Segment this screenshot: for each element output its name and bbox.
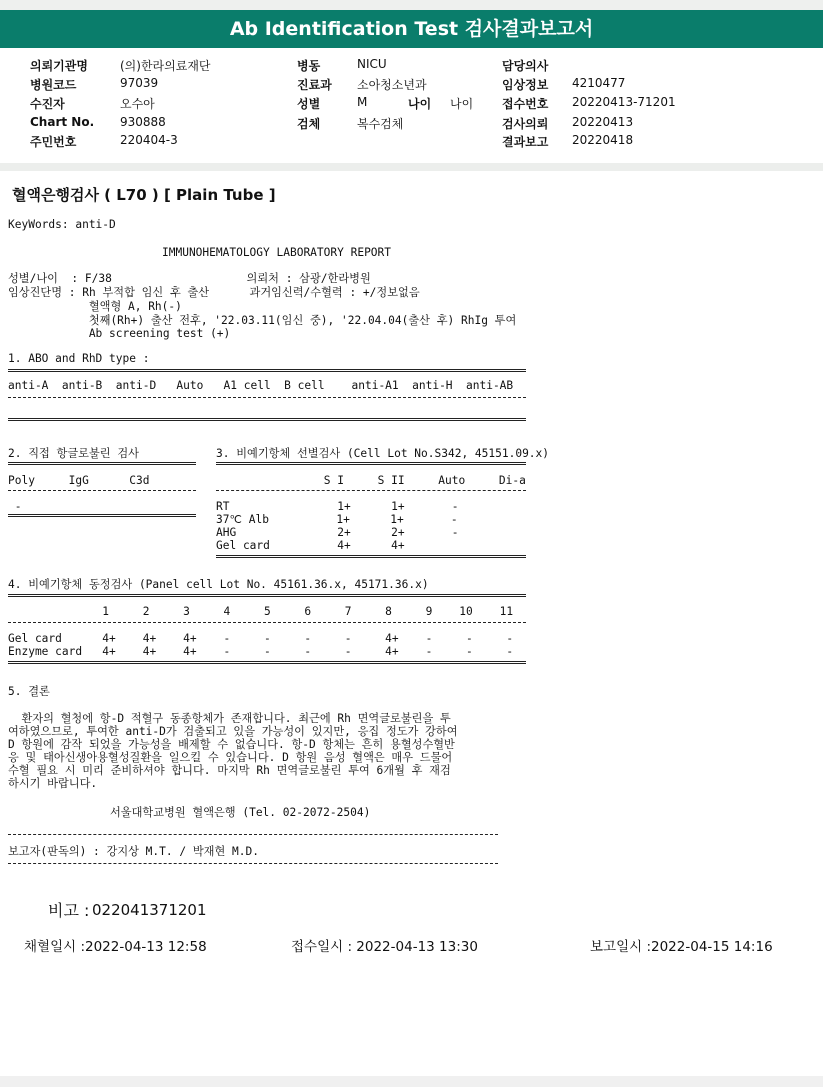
value-hospital-code: 97039 (120, 76, 159, 90)
info-line-2: 임상진단명 : Rh 부적합 임신 후 출산 과거임신력/수혈력 : +/정보없음 (8, 286, 420, 299)
label-sex: 성별 (297, 97, 321, 111)
screening-row-gel: Gel card 4+ 4+ (216, 539, 405, 552)
lab-report-title: IMMUNOHEMATOLOGY LABORATORY REPORT (162, 246, 392, 259)
panel-row-enzyme: Enzyme card 4+ 4+ 4+ - - - - 4+ - - - (8, 645, 514, 658)
keywords: KeyWords: anti-D (8, 218, 116, 231)
note-label: 비고 : (48, 901, 90, 920)
screening-row-rt: RT 1+ 1+ - (216, 500, 459, 513)
patient-header (0, 50, 823, 160)
conclusion-line-4: 응 및 태아신생아용혈성질환을 일으킬 수 있습니다. D 항원 음성 혈액은 매우 드물어 (8, 751, 453, 764)
value-resident-number: 220404-3 (120, 133, 178, 147)
info-line-1: 성별/나이 : F/38 의뢰처 : 삼광/한라병원 (8, 272, 371, 285)
conclusion-line-5: 수혈 필요 시 미리 준비하셔야 합니다. 마지막 Rh 면역글로불린 투여 6개월 후 재검 (8, 764, 451, 777)
abo-headers: anti-A anti-B anti-D Auto A1 cell B cell anti-A1 anti-H anti-AB (8, 379, 514, 392)
abo-mid-rule (8, 397, 526, 398)
screening-section-title: 3. 비예기항체 선별검사 (Cell Lot No.S342, 45151.09.x) (216, 447, 550, 460)
reporter-top-rule (8, 834, 498, 835)
value-chart-no: 930888 (120, 115, 166, 129)
value-specimen: 복수검체 (357, 117, 404, 131)
panel-headers: 1 2 3 4 5 6 7 8 9 10 11 (8, 605, 514, 618)
screening-row-ahg: AHG 2+ 2+ - (216, 526, 459, 539)
label-doctor: 담당의사 (502, 59, 549, 73)
bottom-strip (0, 1076, 823, 1087)
conclusion-line-3: D 항원에 감작 되었을 가능성을 배제할 수 없습니다. 항-D 항체는 흔히 용혈성수혈반 (8, 738, 455, 751)
panel-top-rule (8, 594, 526, 597)
value-age: 나이 (450, 97, 474, 111)
panel-section-title: 4. 비예기항체 동정검사 (Panel cell Lot No. 45161.36.x, 45171.36.x) (8, 578, 429, 591)
screening-headers: S I S II Auto Di-a (216, 474, 526, 487)
dat-headers: Poly IgG C3d (8, 474, 150, 487)
info-line-4: 첫째(Rh+) 출산 전후, '22.03.11(임신 중), '22.04.04(출산 후) RhIg 투여 (8, 314, 517, 327)
label-resident-number: 주민번호 (30, 135, 77, 149)
report-datetime: 보고일시 :2022-04-15 14:16 (590, 939, 773, 955)
screening-bottom-rule (216, 555, 526, 558)
panel-row-gel: Gel card 4+ 4+ 4+ - - - - 4+ - - - (8, 632, 514, 645)
dat-value: - (8, 500, 22, 513)
label-department: 진료과 (297, 78, 332, 92)
label-patient: 수진자 (30, 97, 65, 111)
conclusion-line-2: 여하였으므로, 투여한 anti-D가 검출되고 있을 가능성이 있지만, 응집 정도가 강하여 (8, 725, 458, 738)
dat-top-rule (8, 462, 196, 465)
label-requesting-institution: 의뢰기관명 (30, 59, 88, 73)
top-strip (0, 0, 823, 10)
reporter-bottom-rule (8, 863, 498, 864)
reporter: 보고자(판독의) : 강지상 M.T. / 박재현 M.D. (8, 845, 259, 858)
value-receipt-number: 20220413-71201 (572, 95, 676, 109)
abo-top-rule (8, 369, 526, 372)
value-sex: M (357, 95, 368, 109)
report-banner-title: Ab Identification Test 검사결과보고서 (0, 10, 823, 48)
label-specimen: 검체 (297, 117, 321, 131)
panel-mid-rule (8, 622, 526, 623)
dat-section-title: 2. 직접 항글로불린 검사 (8, 447, 139, 460)
info-line-5: Ab screening test (+) (8, 327, 231, 340)
label-test-request: 검사의뢰 (502, 117, 549, 131)
value-ward: NICU (357, 57, 387, 71)
value-department: 소아청소년과 (357, 78, 427, 92)
hospital-contact: 서울대학교병원 혈액은행 (Tel. 02-2072-2504) (110, 806, 371, 819)
conclusion-line-6: 하시기 바랍니다. (8, 777, 98, 790)
section-title: 혈액은행검사 ( L70 ) [ Plain Tube ] (12, 186, 276, 204)
value-result-report: 20220418 (572, 133, 634, 147)
receipt-datetime: 접수일시 : 2022-04-13 13:30 (291, 939, 478, 955)
dat-mid-rule (8, 490, 196, 491)
value-clinical-info: 4210477 (572, 76, 626, 90)
label-receipt-number: 접수번호 (502, 97, 549, 111)
screening-row-alb: 37℃ Alb 1+ 1+ - (216, 513, 458, 526)
info-line-3: 혈액형 A, Rh(-) (8, 300, 182, 313)
collection-datetime: 채혈일시 :2022-04-13 12:58 (24, 939, 207, 955)
panel-bottom-rule (8, 661, 526, 664)
label-hospital-code: 병원코드 (30, 78, 77, 92)
value-test-request: 20220413 (572, 115, 634, 129)
screening-mid-rule (216, 490, 526, 491)
screening-top-rule (216, 462, 526, 465)
label-ward: 병동 (297, 59, 321, 73)
label-result-report: 결과보고 (502, 135, 549, 149)
label-age: 나이 (408, 97, 432, 111)
dat-bottom-rule (8, 514, 196, 517)
label-chart-no: Chart No. (30, 115, 95, 129)
label-clinical-info: 임상정보 (502, 78, 549, 92)
abo-bottom-rule (8, 418, 526, 421)
value-patient: 오수아 (120, 97, 155, 111)
value-requesting-institution: (의)한라의료재단 (120, 59, 211, 73)
conclusion-line-1: 환자의 혈청에 항-D 적혈구 동종항체가 존재합니다. 최근에 Rh 면역글로불린을 투 (8, 712, 451, 725)
header-divider (0, 163, 823, 171)
abo-section-title: 1. ABO and RhD type : (8, 352, 150, 365)
conclusion-section-title: 5. 결론 (8, 685, 50, 698)
note-value: 022041371201 (92, 901, 207, 919)
